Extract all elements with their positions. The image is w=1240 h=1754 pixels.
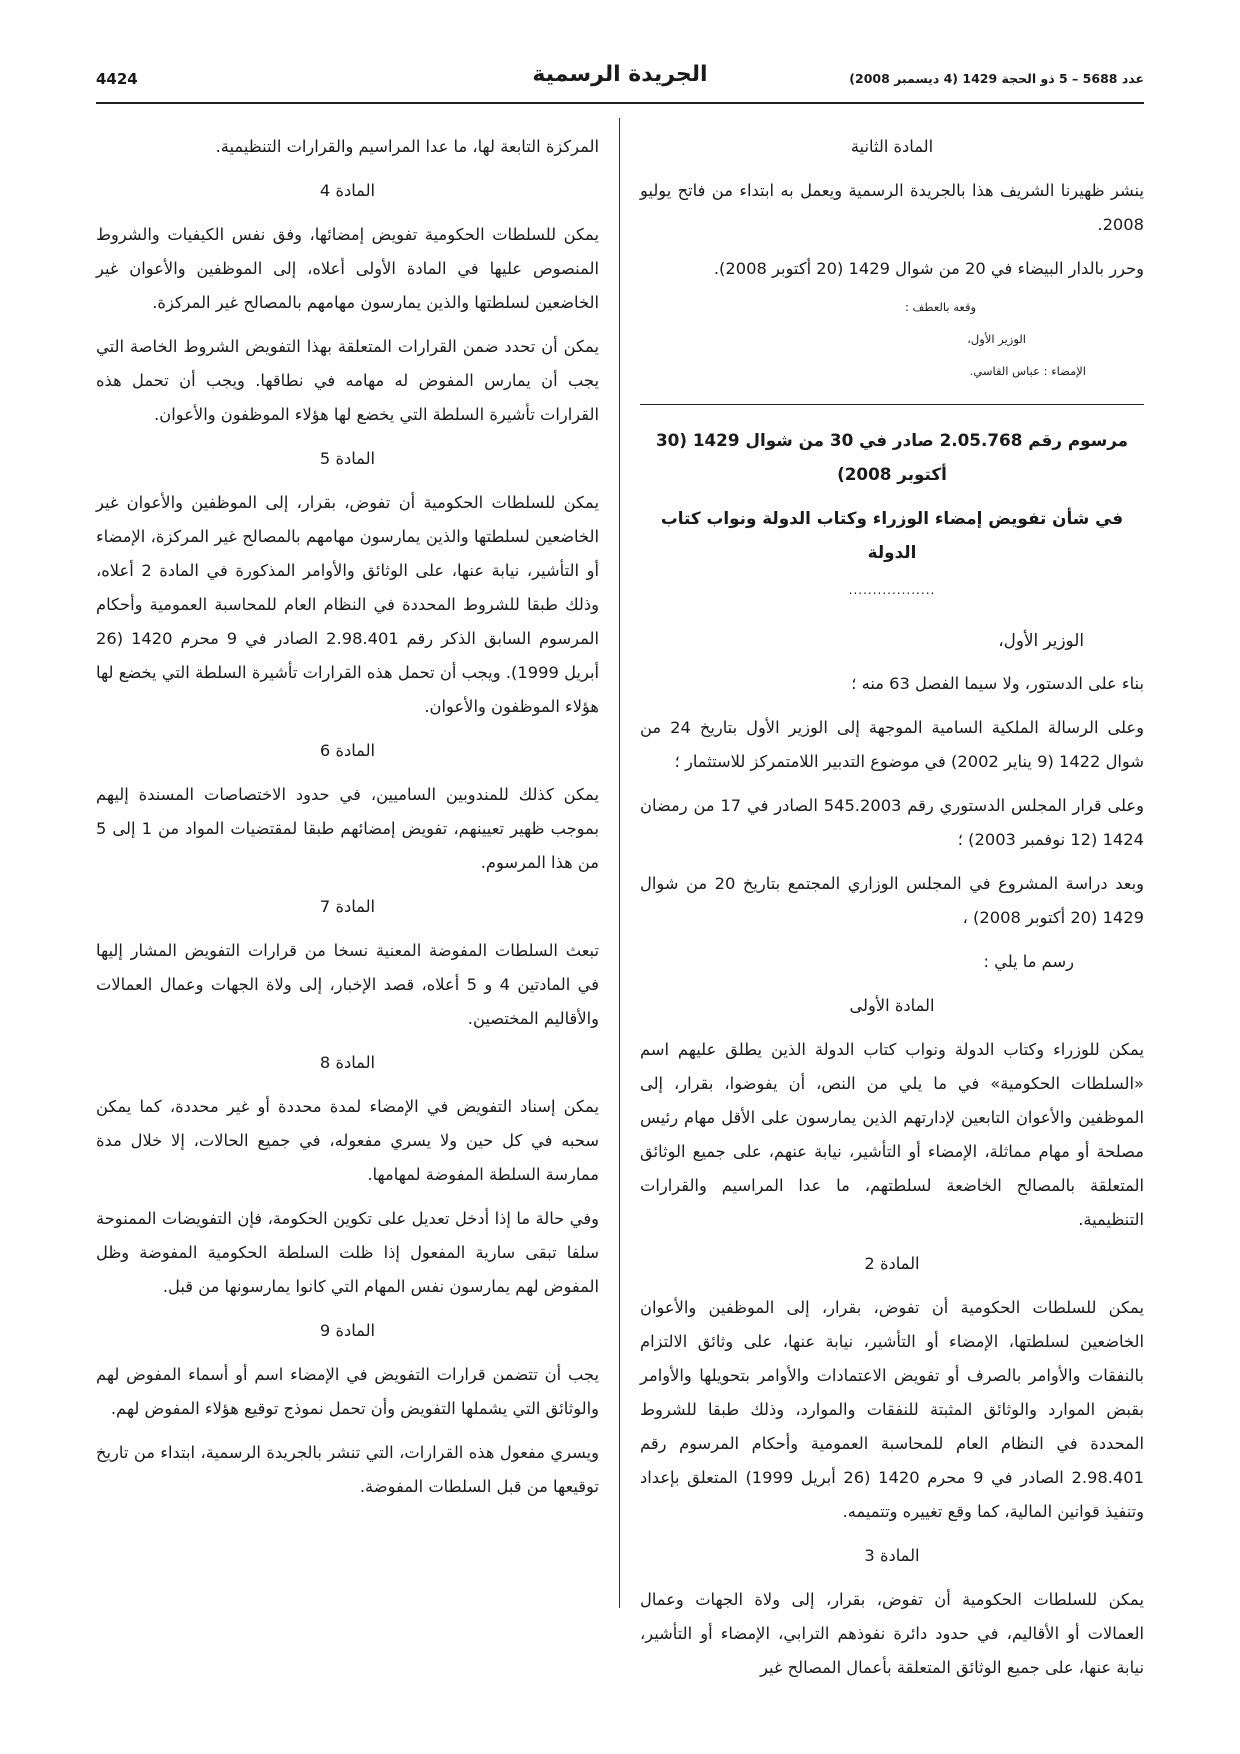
article-heading: المادة 8	[319, 1053, 376, 1072]
paragraph: يمكن أن تحدد ضمن القرارات المتعلقة بهذا التفويض الشروط الخاصة التي يجب أن يمارس المفوض له مهامه في نطاقها. ويجب أن تحمل هذه القرارات تأشيرة السلطة التي يخضع لها هؤلاء الموظفون والأعوان.	[96, 337, 599, 424]
paragraph: يمكن إسناد التفويض في الإمضاء لمدة محددة أو غير محددة، كما يمكن سحبه في كل حين ولا يسري مفعوله، في جميع الحالات، إلا خلال مدة ممارسة السلطة المفوضة لمهامها.	[96, 1097, 599, 1184]
right-column	[640, 130, 1144, 1695]
article-heading: المادة 2	[864, 1254, 920, 1273]
paragraph: يمكن للسلطات الحكومية أن تفوض، بقرار، إلى الموظفين والأعوان الخاضعين لسلطتها، الإمضاء أو التأشير، نيابة عنها، على وثائق الالتزام بالنفقات والأوامر بالصرف أو تفويض الاعتمادات والأوامر بتحويلها والأوامر بقبض الموارد والوثائق المثبتة للنفقات والموارد، وذلك طبقا للشروط المحددة في النظام العام للمحاسبة العمومية وأحكام المرسوم رقم 2.98.401 الصادر في 9 محرم 1420 (26 أبريل 1999) المتعلق بإعداد وتنفيذ قوانين المالية، كما وقع تغييره وتتميمه.	[640, 1298, 1144, 1521]
decree-dots-separator: ..................	[848, 583, 936, 597]
paragraph: يمكن للسلطات الحكومية تفويض إمضائها، وفق نفس الكيفيات والشروط المنصوص عليها في المادة الأولى أعلاه، إلى الموظفين والأعوان غير الخاضعين لسلطتها والذين يمارسون مهامهم بالمصالح غير المركزة.	[96, 225, 599, 312]
left-column	[96, 130, 599, 1514]
paragraph: تبعث السلطات المفوضة المعنية نسخا من قرارات التفويض المشار إليها في المادتين 4 و 5 أعلاه، قصد الإخبار، إلى ولاة الجهات وعمال العمالات والأقاليم المختصين.	[96, 941, 600, 1028]
paragraph: وفي حالة ما إذا أدخل تعديل على تكوين الحكومة، فإن التفويضات الممنوحة سلفا تبقى سارية المفعول إذا ظلت السلطة الحكومية المفوضة وظل المفوض لهم يمارسون نفس المهام التي كانوا يمارسونها من قبل.	[96, 1209, 599, 1296]
header-rule	[96, 102, 1144, 104]
paragraph: يجب أن تتضمن قرارات التفويض في الإمضاء اسم أو أسماء المفوض لهم والوثائق التي يشملها التفويض وأن تحمل نموذج توقيع هؤلاء المفوض لهم.	[96, 1365, 599, 1418]
minister-heading: الوزير الأول،	[998, 630, 1084, 650]
paragraph: يمكن للسلطات الحكومية أن تفوض، بقرار، إلى الموظفين والأعوان غير الخاضعين لسلطتها والذين يمارسون مهامهم بالمصالح غير المركزة، الإمضاء أو التأشير، نيابة عنها، على الوثائق والأوامر المذكورة في المادة 2 أعلاه، وذلك طبقا للشروط المحددة في النظام العام للمحاسبة العمومية وأحكام المرسوم السابق الذكر رقم 2.98.401 الصادر في 9 محرم 1420 (26 أبريل 1999). ويجب أن تحمل هذه القرارات تأشيرة السلطة التي يخضع لها هؤلاء الموظفون والأعوان.	[96, 493, 599, 716]
article-heading: المادة 6	[319, 741, 376, 760]
page-number: 4424	[96, 70, 138, 88]
decree-title-line-1: مرسوم رقم 2.05.768 صادر في 30 من شوال 1429 (30 أكتوبر 2008)	[655, 430, 1129, 484]
section-separator	[640, 404, 1144, 405]
signature-line: الإمضاء : عباس الفاسي.	[969, 364, 1086, 378]
article-heading: المادة 7	[319, 897, 376, 916]
column-divider	[619, 118, 620, 1608]
countersigned-label: وقعه بالعطف :	[904, 300, 976, 314]
article-heading: المادة 9	[319, 1321, 376, 1340]
paragraph: المركزة التابعة لها، ما عدا المراسيم والقرارات التنظيمية.	[215, 137, 599, 156]
article-heading: المادة الأولى	[849, 996, 935, 1015]
article-heading: المادة الثانية	[850, 137, 934, 156]
paragraph: ويسري مفعول هذه القرارات، التي تنشر بالجريدة الرسمية، ابتداء من تاريخ توقيعها من قبل السلطات المفوضة.	[96, 1443, 599, 1496]
prime-minister-label: الوزير الأول،	[967, 332, 1026, 346]
article-heading: المادة 5	[319, 449, 376, 468]
paragraph: يمكن للوزراء وكتاب الدولة ونواب كتاب الدولة الذين يطلق عليهم اسم «السلطات الحكومية» في ما يلي من النص، أن يفوضوا، بقرار، إلى الموظفين والأعوان التابعين لإدارتهم الذين يمارسون على الأقل مهام رئيس مصلحة أو مهام مماثلة، الإمضاء أو التأشير، نيابة عنهم، على جميع الوثائق المتعلقة بالمصالح الخاضعة لسلطتهم، ما عدا المراسيم والقرارات التنظيمية.	[640, 1040, 1144, 1229]
paragraph: يمكن للسلطات الحكومية أن تفوض، بقرار، إلى ولاة الجهات وعمال العمالات أو الأقاليم، في حدود دائرة نفوذهم الترابي، الإمضاء أو التأشير، نيابة عنها، على جميع الوثائق المتعلقة بأعمال المصالح غير	[640, 1590, 1144, 1677]
visa-paragraph: وبعد دراسة المشروع في المجلس الوزاري المجتمع بتاريخ 20 من شوال 1429 (20 أكتوبر 2008) ،	[640, 874, 1145, 927]
decree-formula: رسم ما يلي :	[983, 952, 1074, 971]
decree-title-line-2: في شأن تفويض إمضاء الوزراء وكتاب الدولة ونواب كتاب الدولة	[660, 508, 1124, 562]
done-at-line: وحرر بالدار البيضاء في 20 من شوال 1429 (20 أكتوبر 2008).	[713, 259, 1144, 278]
gazette-title: الجريدة الرسمية	[532, 62, 708, 87]
page-header	[96, 62, 1144, 102]
paragraph: يمكن كذلك للمندوبين الساميين، في حدود الاختصاصات المسندة إليهم بموجب ظهير تعيينهم، تفويض إمضائهم طبقا لمقتضيات المواد من 1 إلى 5 من هذا المرسوم.	[96, 785, 599, 872]
issue-info: عدد 5688 – 5 ذو الحجة 1429 (4 ديسمبر 2008)	[849, 71, 1144, 86]
article-heading: المادة 3	[864, 1546, 920, 1565]
visa-paragraph: وعلى الرسالة الملكية السامية الموجهة إلى الوزير الأول بتاريخ 24 من شوال 1422 (9 يناير 2002) في موضوع التدبير اللامتمركز للاستثمار ؛	[640, 718, 1144, 771]
article-heading: المادة 4	[319, 181, 376, 200]
visa-paragraph: بناء على الدستور، ولا سيما الفصل 63 منه ؛	[851, 674, 1144, 693]
visa-paragraph: وعلى قرار المجلس الدستوري رقم 545.2003 الصادر في 17 من رمضان 1424 (12 نوفمبر 2003) ؛	[640, 796, 1144, 849]
paragraph: ينشر ظهيرنا الشريف هذا بالجريدة الرسمية ويعمل به ابتداء من فاتح يوليو 2008.	[640, 181, 1144, 234]
